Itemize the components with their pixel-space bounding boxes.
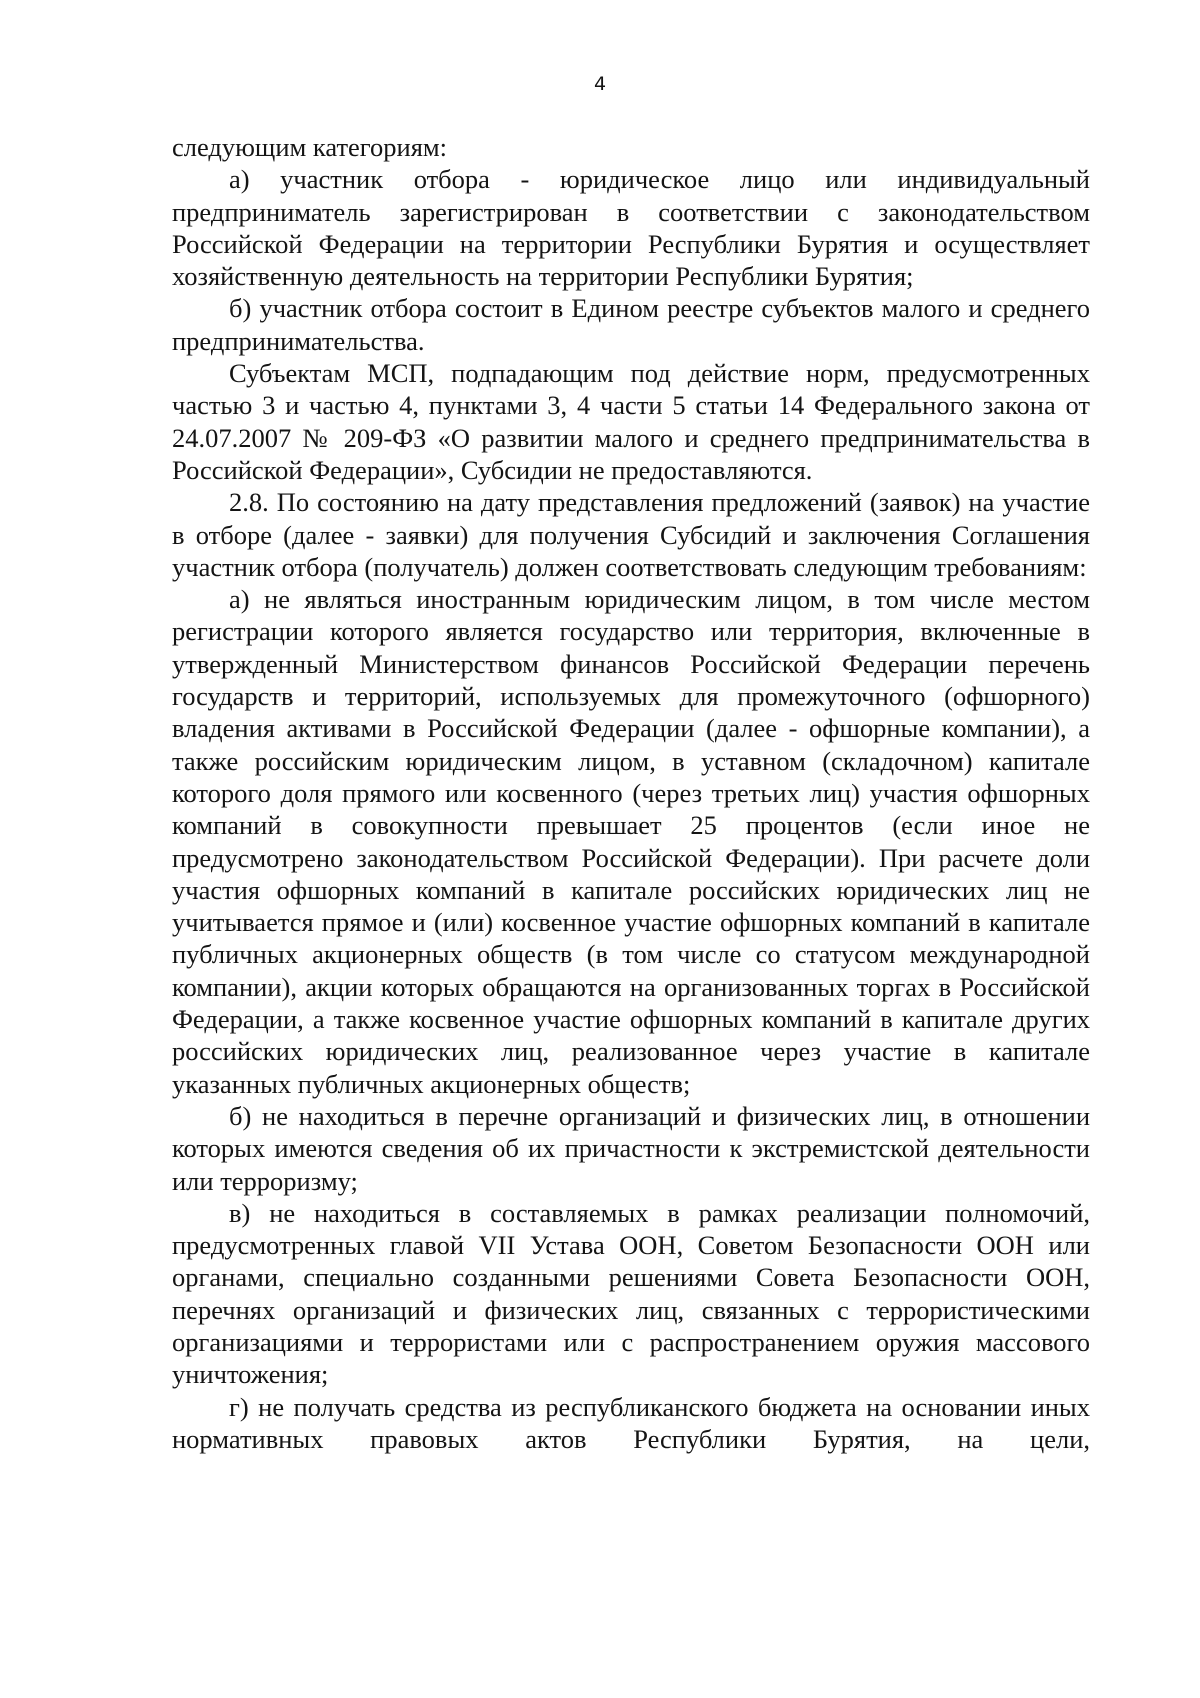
paragraph-item-b-registry: б) участник отбора состоит в Едином реестре субъектов малого и среднего предпринимательства.	[172, 293, 1090, 356]
paragraph-requirement-a-offshore: а) не являться иностранным юридическим лицом, в том числе местом регистрации которого является государство или территория, включенные в утвержденный Министерством финансов Российской Федерации перечень государств и территорий, используемых для промежуточного (офшорного) владения активами в Российской Федерации (далее - офшорные компании), а также российским юридическим лицом, в уставном (складочном) капитале которого доля прямого или косвенного (через третьих лиц) участия офшорных компаний в совокупности превышает 25 процентов (если иное не предусмотрено законодательством Российской Федерации). При расчете доли участия офшорных компаний в капитале российских юридических лиц не учитывается прямое и (или) косвенное участие офшорных компаний в капитале публичных акционерных обществ (в том числе со статусом международной компании), акции которых обращаются на организованных торгах в Российской Федерации, а также косвенное участие офшорных компаний в капитале других российских юридических лиц, реализованное через участие в капитале указанных публичных акционерных обществ;	[172, 584, 1090, 1099]
document-body	[172, 131, 1090, 1455]
paragraph-requirement-b-extremism: б) не находиться в перечне организаций и физических лиц, в отношении которых имеются сведения об их причастности к экстремистской деятельности или терроризму;	[172, 1100, 1090, 1196]
paragraph-section-2-8: 2.8. По состоянию на дату представления предложений (заявок) на участие в отборе (далее - заявки) для получения Субсидий и заключения Соглашения участник отбора (получатель) должен соответствовать следующим требованиям:	[172, 487, 1090, 582]
paragraph-continuation: следующим категориям:	[172, 132, 448, 162]
paragraph-requirement-g-budget: г) не получать средства из республиканского бюджета на основании иных нормативных правовых актов Республики Бурятия, на цели,	[172, 1391, 1090, 1454]
paragraph-requirement-v-un-lists: в) не находиться в составляемых в рамках реализации полномочий, предусмотренных главой VII Устава ООН, Советом Безопасности ООН или органами, специально созданными решениями Совета Безопасности ООН, перечнях организаций и физических лиц, связанных с террористическими организациями и террористами или с распространением оружия массового уничтожения;	[172, 1197, 1090, 1390]
paragraph-msp-exclusion: Субъектам МСП, подпадающим под действие норм, предусмотренных частью 3 и частью 4, пунктами 3, 4 части 5 статьи 14 Федерального закона от 24.07.2007 № 209-ФЗ «О развитии малого и среднего предпринимательства в Российской Федерации», Субсидии не предоставляются.	[172, 358, 1090, 485]
paragraph-item-a-registration: а) участник отбора - юридическое лицо или индивидуальный предприниматель зарегистрирован в соответствии с законодательством Российской Федерации на территории Республики Бурятия и осуществляет хозяйственную деятельность на территории Республики Бурятия;	[172, 164, 1090, 292]
page-number: 4	[593, 73, 607, 95]
